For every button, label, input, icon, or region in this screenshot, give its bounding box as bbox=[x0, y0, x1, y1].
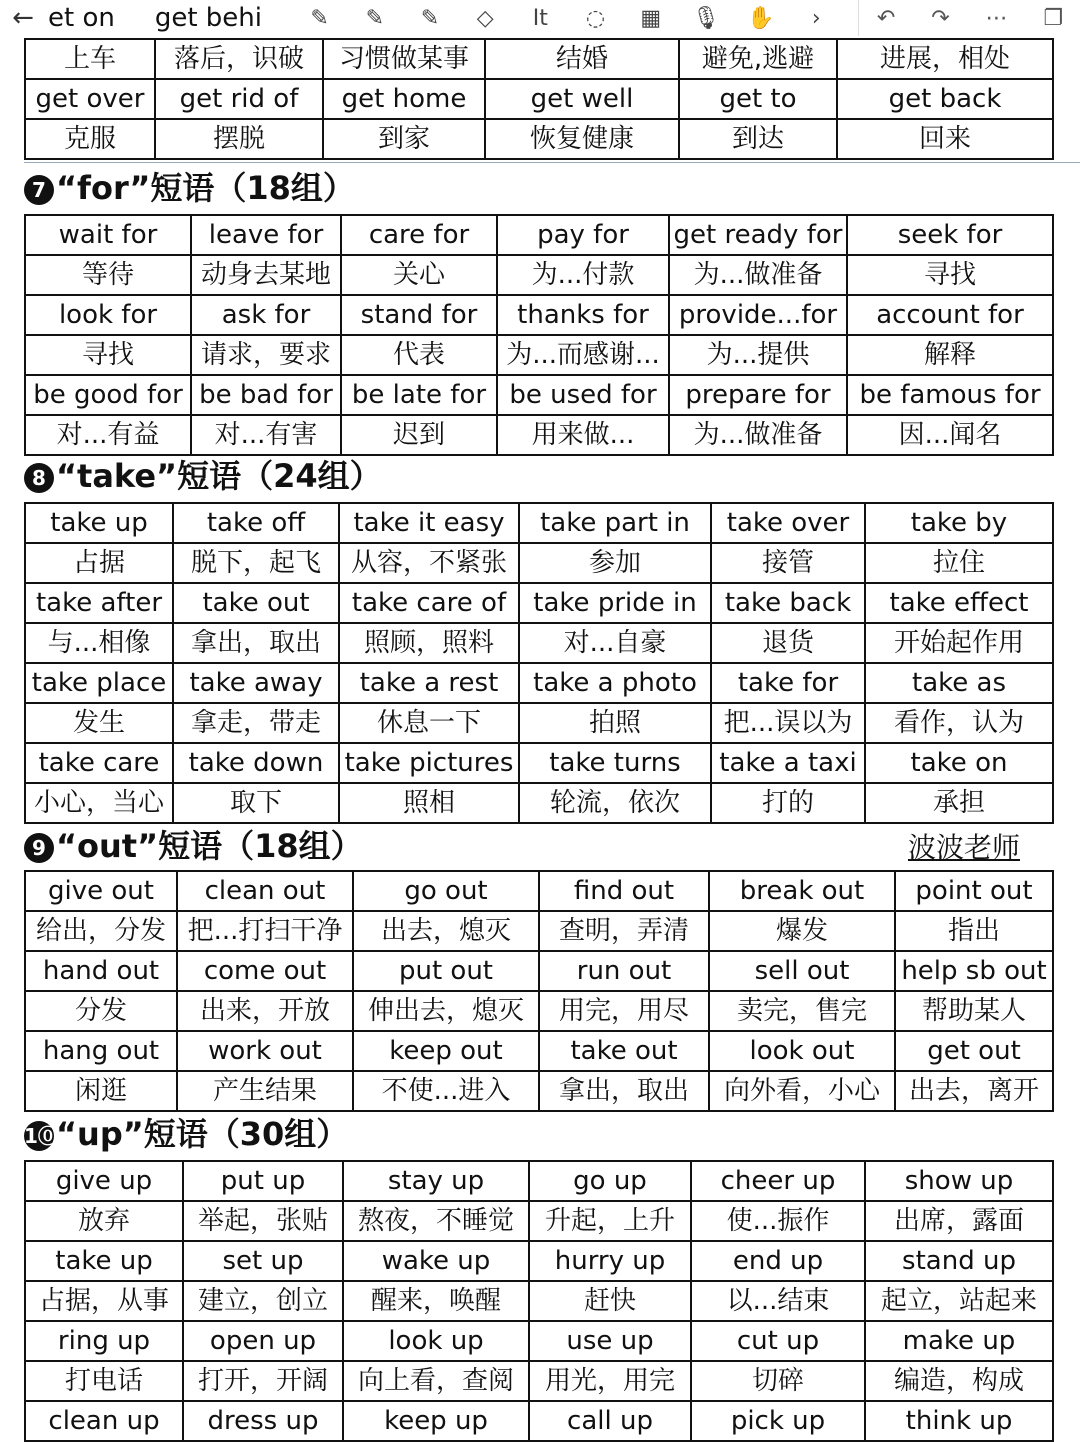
table-cell: 出去，熄灭 bbox=[353, 911, 539, 951]
table-cell: take pictures bbox=[339, 743, 519, 783]
out-phrases-table bbox=[24, 870, 1054, 1112]
pen-icon[interactable]: ✎ bbox=[310, 5, 329, 31]
table-cell: take care bbox=[25, 743, 173, 783]
table-cell: 因...闻名 bbox=[847, 415, 1053, 455]
table-cell: get over bbox=[25, 79, 155, 119]
pages-icon[interactable]: ❐ bbox=[1043, 5, 1064, 31]
table-cell: 为...付款 bbox=[497, 255, 669, 295]
partial-cell-text: get behi bbox=[154, 3, 263, 33]
table-cell: 拿出，取出 bbox=[173, 623, 339, 663]
table-cell: 习惯做某事 bbox=[323, 39, 485, 79]
for-phrases-table bbox=[24, 214, 1054, 456]
table-cell: be bad for bbox=[191, 375, 341, 415]
table-cell: wake up bbox=[343, 1241, 529, 1281]
table-cell: 拍照 bbox=[519, 703, 711, 743]
table-cell: 恢复健康 bbox=[485, 119, 679, 159]
table-cell: 指出 bbox=[895, 911, 1053, 951]
table-row bbox=[25, 335, 1053, 375]
table-cell: take a photo bbox=[519, 663, 711, 703]
redo-icon[interactable]: ↷ bbox=[931, 5, 950, 31]
table-cell: 把...打扫干净 bbox=[177, 911, 353, 951]
section-title-up: 1⓪“up”短语（30组） bbox=[24, 1115, 349, 1153]
table-cell: cut up bbox=[691, 1321, 865, 1361]
table-cell: 出去，离开 bbox=[895, 1071, 1053, 1111]
table-cell: take on bbox=[865, 743, 1053, 783]
table-cell: 出来，开放 bbox=[177, 991, 353, 1031]
table-cell: 举起，张贴 bbox=[183, 1201, 343, 1241]
table-cell: break out bbox=[709, 871, 895, 911]
table-row bbox=[25, 743, 1053, 783]
table-row bbox=[25, 1361, 1053, 1401]
table-cell: 为...做准备 bbox=[669, 415, 847, 455]
table-row bbox=[25, 1201, 1053, 1241]
table-cell: 打的 bbox=[711, 783, 865, 823]
table-cell: find out bbox=[539, 871, 709, 911]
divider bbox=[24, 162, 1080, 163]
table-cell: call up bbox=[529, 1401, 691, 1441]
image-icon[interactable]: ▦ bbox=[640, 5, 662, 31]
table-cell: get ready for bbox=[669, 215, 847, 255]
table-row bbox=[25, 783, 1053, 823]
table-cell: 占据 bbox=[25, 543, 173, 583]
chevron-right-icon[interactable]: › bbox=[811, 5, 821, 31]
table-cell: 代表 bbox=[341, 335, 497, 375]
table-cell: 熬夜，不睡觉 bbox=[343, 1201, 529, 1241]
section-number: 1⓪ bbox=[24, 1121, 54, 1151]
table-cell: take for bbox=[711, 663, 865, 703]
table-row bbox=[25, 1161, 1053, 1201]
table-cell: take out bbox=[539, 1031, 709, 1071]
table-cell: be famous for bbox=[847, 375, 1053, 415]
table-cell: get back bbox=[837, 79, 1053, 119]
table-cell: 升起，上升 bbox=[529, 1201, 691, 1241]
table-cell: 看作，认为 bbox=[865, 703, 1053, 743]
table-cell: 用完，用尽 bbox=[539, 991, 709, 1031]
table-cell: take effect bbox=[865, 583, 1053, 623]
table-row bbox=[25, 911, 1053, 951]
table-cell: 克服 bbox=[25, 119, 155, 159]
drawing-tools bbox=[292, 0, 844, 36]
table-cell: 承担 bbox=[865, 783, 1053, 823]
table-row bbox=[25, 215, 1053, 255]
table-cell: ask for bbox=[191, 295, 341, 335]
table-cell: be used for bbox=[497, 375, 669, 415]
table-cell: use up bbox=[529, 1321, 691, 1361]
table-cell: think up bbox=[865, 1401, 1053, 1441]
table-cell: stand for bbox=[341, 295, 497, 335]
table-cell: 上车 bbox=[25, 39, 155, 79]
table-row bbox=[25, 583, 1053, 623]
table-cell: take by bbox=[865, 503, 1053, 543]
more-icon[interactable]: ⋯ bbox=[985, 5, 1008, 31]
table-row bbox=[25, 1031, 1053, 1071]
table-cell: 寻找 bbox=[847, 255, 1053, 295]
table-cell: thanks for bbox=[497, 295, 669, 335]
table-cell: pick up bbox=[691, 1401, 865, 1441]
partial-cell-text: et on bbox=[48, 3, 115, 33]
table-cell: take pride in bbox=[519, 583, 711, 623]
table-row bbox=[25, 991, 1053, 1031]
table-cell: 给出，分发 bbox=[25, 911, 177, 951]
table-row bbox=[25, 871, 1053, 911]
table-cell: put out bbox=[353, 951, 539, 991]
get-phrases-table bbox=[24, 38, 1054, 160]
table-cell: take back bbox=[711, 583, 865, 623]
table-cell: stay up bbox=[343, 1161, 529, 1201]
back-arrow-icon[interactable]: ← bbox=[12, 3, 34, 33]
table-cell: work out bbox=[177, 1031, 353, 1071]
table-row bbox=[25, 375, 1053, 415]
mic-icon[interactable]: 🎙 bbox=[691, 5, 720, 31]
table-cell: wait for bbox=[25, 215, 191, 255]
take-phrases-table bbox=[24, 502, 1054, 824]
table-cell: stand up bbox=[865, 1241, 1053, 1281]
table-cell: take off bbox=[173, 503, 339, 543]
table-cell: take as bbox=[865, 663, 1053, 703]
table-cell: 为...提供 bbox=[669, 335, 847, 375]
table-row bbox=[25, 951, 1053, 991]
table-cell: 取下 bbox=[173, 783, 339, 823]
table-cell: 与...相像 bbox=[25, 623, 173, 663]
table-row bbox=[25, 503, 1053, 543]
table-row bbox=[25, 79, 1053, 119]
table-cell: 寻找 bbox=[25, 335, 191, 375]
table-cell: 帮助某人 bbox=[895, 991, 1053, 1031]
table-cell: 闲逛 bbox=[25, 1071, 177, 1111]
table-cell: hang out bbox=[25, 1031, 177, 1071]
table-cell: take it easy bbox=[339, 503, 519, 543]
table-cell: 退货 bbox=[711, 623, 865, 663]
table-cell: 用光，用完 bbox=[529, 1361, 691, 1401]
table-cell: take away bbox=[173, 663, 339, 703]
table-cell: 拉住 bbox=[865, 543, 1053, 583]
table-cell: look for bbox=[25, 295, 191, 335]
table-row bbox=[25, 543, 1053, 583]
table-cell: 发生 bbox=[25, 703, 173, 743]
table-cell: 向外看，小心 bbox=[709, 1071, 895, 1111]
table-cell: 照相 bbox=[339, 783, 519, 823]
table-cell: take after bbox=[25, 583, 173, 623]
table-cell: run out bbox=[539, 951, 709, 991]
table-cell: get to bbox=[679, 79, 837, 119]
table-cell: 用来做... bbox=[497, 415, 669, 455]
table-cell: 起立，站起来 bbox=[865, 1281, 1053, 1321]
table-cell: seek for bbox=[847, 215, 1053, 255]
table-cell: 为...而感谢... bbox=[497, 335, 669, 375]
toolbar-left bbox=[0, 0, 262, 36]
table-cell: 脱下，起飞 bbox=[173, 543, 339, 583]
table-row bbox=[25, 255, 1053, 295]
table-cell: 查明，弄清 bbox=[539, 911, 709, 951]
table-cell: 关心 bbox=[341, 255, 497, 295]
table-cell: 拿出，取出 bbox=[539, 1071, 709, 1111]
table-cell: 进展，相处 bbox=[837, 39, 1053, 79]
table-cell: care for bbox=[341, 215, 497, 255]
table-cell: 参加 bbox=[519, 543, 711, 583]
table-row bbox=[25, 1241, 1053, 1281]
table-cell: open up bbox=[183, 1321, 343, 1361]
table-cell: 使...振作 bbox=[691, 1201, 865, 1241]
table-row bbox=[25, 295, 1053, 335]
table-cell: account for bbox=[847, 295, 1053, 335]
table-row bbox=[25, 623, 1053, 663]
table-row bbox=[25, 703, 1053, 743]
table-cell: clean out bbox=[177, 871, 353, 911]
table-cell: 避免,逃避 bbox=[679, 39, 837, 79]
table-cell: 对...有害 bbox=[191, 415, 341, 455]
table-cell: pay for bbox=[497, 215, 669, 255]
table-cell: prepare for bbox=[669, 375, 847, 415]
section-number: 7 bbox=[24, 175, 54, 205]
table-cell: 接管 bbox=[711, 543, 865, 583]
table-cell: set up bbox=[183, 1241, 343, 1281]
table-cell: put up bbox=[183, 1161, 343, 1201]
table-cell: dress up bbox=[183, 1401, 343, 1441]
table-cell: take out bbox=[173, 583, 339, 623]
table-cell: 动身去某地 bbox=[191, 255, 341, 295]
table-cell: 从容，不紧张 bbox=[339, 543, 519, 583]
table-cell: 休息一下 bbox=[339, 703, 519, 743]
table-cell: 以...结束 bbox=[691, 1281, 865, 1321]
table-cell: hand out bbox=[25, 951, 177, 991]
table-cell: take over bbox=[711, 503, 865, 543]
table-cell: point out bbox=[895, 871, 1053, 911]
table-cell: leave for bbox=[191, 215, 341, 255]
table-cell: 爆发 bbox=[709, 911, 895, 951]
table-cell: take down bbox=[173, 743, 339, 783]
table-cell: take up bbox=[25, 1241, 183, 1281]
hand-icon[interactable]: ✋ bbox=[747, 5, 775, 31]
table-cell: 照顾，照料 bbox=[339, 623, 519, 663]
table-row bbox=[25, 415, 1053, 455]
table-cell: 放弃 bbox=[25, 1201, 183, 1241]
table-cell: 迟到 bbox=[341, 415, 497, 455]
table-cell: clean up bbox=[25, 1401, 183, 1441]
table-cell: sell out bbox=[709, 951, 895, 991]
highlighter-icon[interactable]: ✎ bbox=[420, 5, 440, 31]
table-cell: get rid of bbox=[155, 79, 323, 119]
table-row bbox=[25, 663, 1053, 703]
table-cell: 产生结果 bbox=[177, 1071, 353, 1111]
table-cell: 拿走，带走 bbox=[173, 703, 339, 743]
toolbar-right bbox=[858, 0, 1080, 36]
table-row bbox=[25, 39, 1053, 79]
table-row bbox=[25, 1071, 1053, 1111]
table-cell: take a taxi bbox=[711, 743, 865, 783]
table-cell: cheer up bbox=[691, 1161, 865, 1201]
table-cell: 不使...进入 bbox=[353, 1071, 539, 1111]
table-cell: 到家 bbox=[323, 119, 485, 159]
table-cell: look out bbox=[709, 1031, 895, 1071]
table-cell: 落后，识破 bbox=[155, 39, 323, 79]
table-cell: take part in bbox=[519, 503, 711, 543]
table-cell: show up bbox=[865, 1161, 1053, 1201]
table-cell: look up bbox=[343, 1321, 529, 1361]
table-cell: get out bbox=[895, 1031, 1053, 1071]
table-cell: 到达 bbox=[679, 119, 837, 159]
table-cell: 分发 bbox=[25, 991, 177, 1031]
table-cell: take up bbox=[25, 503, 173, 543]
table-cell: 赶快 bbox=[529, 1281, 691, 1321]
table-cell: 回来 bbox=[837, 119, 1053, 159]
teacher-signature: 波波老师 bbox=[908, 831, 1021, 864]
table-cell: take care of bbox=[339, 583, 519, 623]
table-row bbox=[25, 119, 1053, 159]
table-cell: be late for bbox=[341, 375, 497, 415]
table-cell: 占据，从事 bbox=[25, 1281, 183, 1321]
table-cell: 结婚 bbox=[485, 39, 679, 79]
table-cell: go out bbox=[353, 871, 539, 911]
table-cell: hurry up bbox=[529, 1241, 691, 1281]
section-number: 9 bbox=[24, 833, 54, 863]
table-cell: get home bbox=[323, 79, 485, 119]
table-cell: keep out bbox=[353, 1031, 539, 1071]
table-cell: 摆脱 bbox=[155, 119, 323, 159]
table-cell: get well bbox=[485, 79, 679, 119]
table-cell: 解释 bbox=[847, 335, 1053, 375]
text-icon[interactable]: It bbox=[532, 5, 548, 31]
table-row bbox=[25, 1281, 1053, 1321]
table-cell: end up bbox=[691, 1241, 865, 1281]
table-cell: 向上看，查阅 bbox=[343, 1361, 529, 1401]
table-cell: 出席，露面 bbox=[865, 1201, 1053, 1241]
table-cell: help sb out bbox=[895, 951, 1053, 991]
table-cell: 等待 bbox=[25, 255, 191, 295]
table-cell: take a rest bbox=[339, 663, 519, 703]
table-cell: 切碎 bbox=[691, 1361, 865, 1401]
up-phrases-table bbox=[24, 1160, 1054, 1442]
top-toolbar bbox=[0, 0, 1080, 36]
table-cell: 把...误以为 bbox=[711, 703, 865, 743]
table-cell: go up bbox=[529, 1161, 691, 1201]
table-cell: 请求，要求 bbox=[191, 335, 341, 375]
table-cell: 小心，当心 bbox=[25, 783, 173, 823]
table-cell: 为...做准备 bbox=[669, 255, 847, 295]
eraser-icon[interactable]: ◇ bbox=[476, 5, 494, 31]
section-title-for: 7 “for”短语（18组） bbox=[24, 168, 355, 208]
table-cell: give out bbox=[25, 871, 177, 911]
lasso-icon[interactable]: ◌ bbox=[585, 5, 606, 31]
table-cell: take turns bbox=[519, 743, 711, 783]
table-cell: ring up bbox=[25, 1321, 183, 1361]
table-cell: 编造，构成 bbox=[865, 1361, 1053, 1401]
table-cell: 醒来，唤醒 bbox=[343, 1281, 529, 1321]
table-cell: 对...自豪 bbox=[519, 623, 711, 663]
table-cell: provide...for bbox=[669, 295, 847, 335]
undo-icon[interactable]: ↶ bbox=[876, 5, 896, 31]
pencil-icon[interactable]: ✎ bbox=[365, 5, 384, 31]
table-cell: 轮流，依次 bbox=[519, 783, 711, 823]
table-cell: 伸出去，熄灭 bbox=[353, 991, 539, 1031]
table-cell: make up bbox=[865, 1321, 1053, 1361]
table-row bbox=[25, 1321, 1053, 1361]
table-cell: keep up bbox=[343, 1401, 529, 1441]
table-cell: be good for bbox=[25, 375, 191, 415]
table-cell: take place bbox=[25, 663, 173, 703]
section-title-take: 8 “take”短语（24组） bbox=[24, 456, 382, 496]
table-cell: 对...有益 bbox=[25, 415, 191, 455]
section-title-out: 9 “out”短语（18组） bbox=[24, 826, 363, 866]
table-cell: come out bbox=[177, 951, 353, 991]
table-cell: 打开，开阔 bbox=[183, 1361, 343, 1401]
table-row bbox=[25, 1401, 1053, 1441]
table-cell: 打电话 bbox=[25, 1361, 183, 1401]
table-cell: 建立，创立 bbox=[183, 1281, 343, 1321]
section-number: 8 bbox=[24, 463, 54, 493]
table-cell: give up bbox=[25, 1161, 183, 1201]
table-cell: 开始起作用 bbox=[865, 623, 1053, 663]
table-cell: 卖完，售完 bbox=[709, 991, 895, 1031]
